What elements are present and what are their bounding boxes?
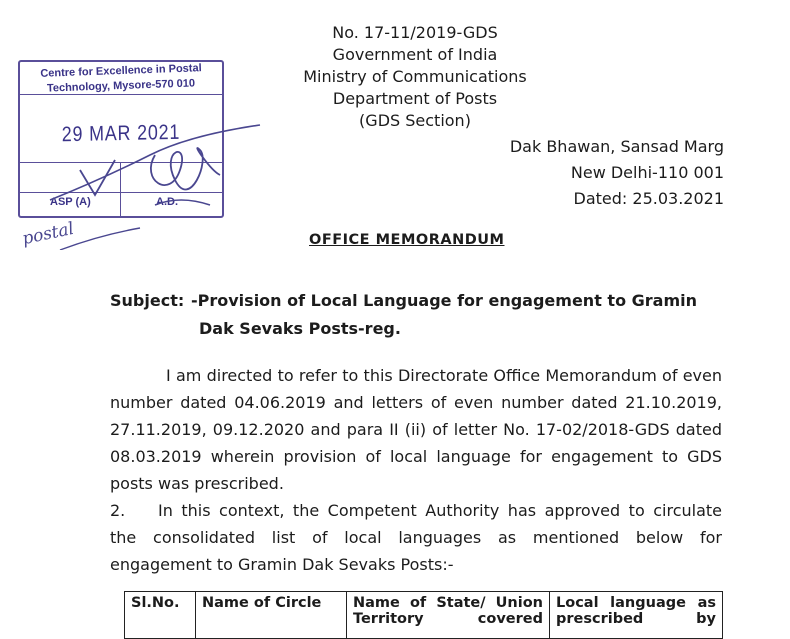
paragraph-1: I am directed to refer to this Directorate Office Memorandum of even number dated 04.06.2019 and letters of even number dated 21.10.2019, 27.11.2019, 09.12.2020 and para II (ii) of letter No. 17-02/2018-GDS dated 08.03.2019 wherein provision of local language for engagement to GDS posts was prescribed. [110,366,722,493]
stamp-org-line1: Centre for Excellence in Postal [40,62,202,80]
paragraph-2-text: In this context, the Competent Authority has approved to circulate the consolidated list of local languages as mentioned below for engagement to Gramin Dak Sevaks Posts:- [110,501,722,574]
stamp-date: 29 MAR 2021 [61,120,181,147]
table-header-row [125,592,723,639]
subject-label: Subject: [110,291,185,310]
stamp-box-asp: ASP (A) [50,196,91,208]
header-ministry: Ministry of Communications [303,67,527,86]
table-header-circle: Name of Circle [196,592,347,639]
address-line2: New Delhi-110 001 [570,163,724,182]
header-government: Government of India [332,45,498,64]
header-section: (GDS Section) [359,111,471,130]
stamp-org-line2: Technology, Mysore-570 010 [46,77,196,95]
address-line1: Dak Bhawan, Sansad Marg [509,137,724,156]
paragraph-2-number: 2. [110,501,126,520]
language-table [124,591,723,639]
stamp-box-ad: A.D. [156,196,178,208]
handwritten-signature [40,100,280,250]
paragraph-2 [110,497,722,578]
subject-line1: -Provision of Local Language for engagement to Gramin [191,291,697,310]
reference-number: No. 17-11/2019-GDS [332,23,498,42]
header-department: Department of Posts [332,89,498,108]
handwritten-note: postal [20,218,76,250]
document-date: Dated: 25.03.2021 [573,189,724,208]
table-header-state: Name of State/ Union Territory covered [347,592,550,639]
subject-line2: Dak Sevaks Posts-reg. [199,319,401,338]
memo-title: OFFICE MEMORANDUM [309,232,505,248]
table-header-language: Local language as prescribed by [550,592,723,639]
table-header-slno: Sl.No. [125,592,196,639]
